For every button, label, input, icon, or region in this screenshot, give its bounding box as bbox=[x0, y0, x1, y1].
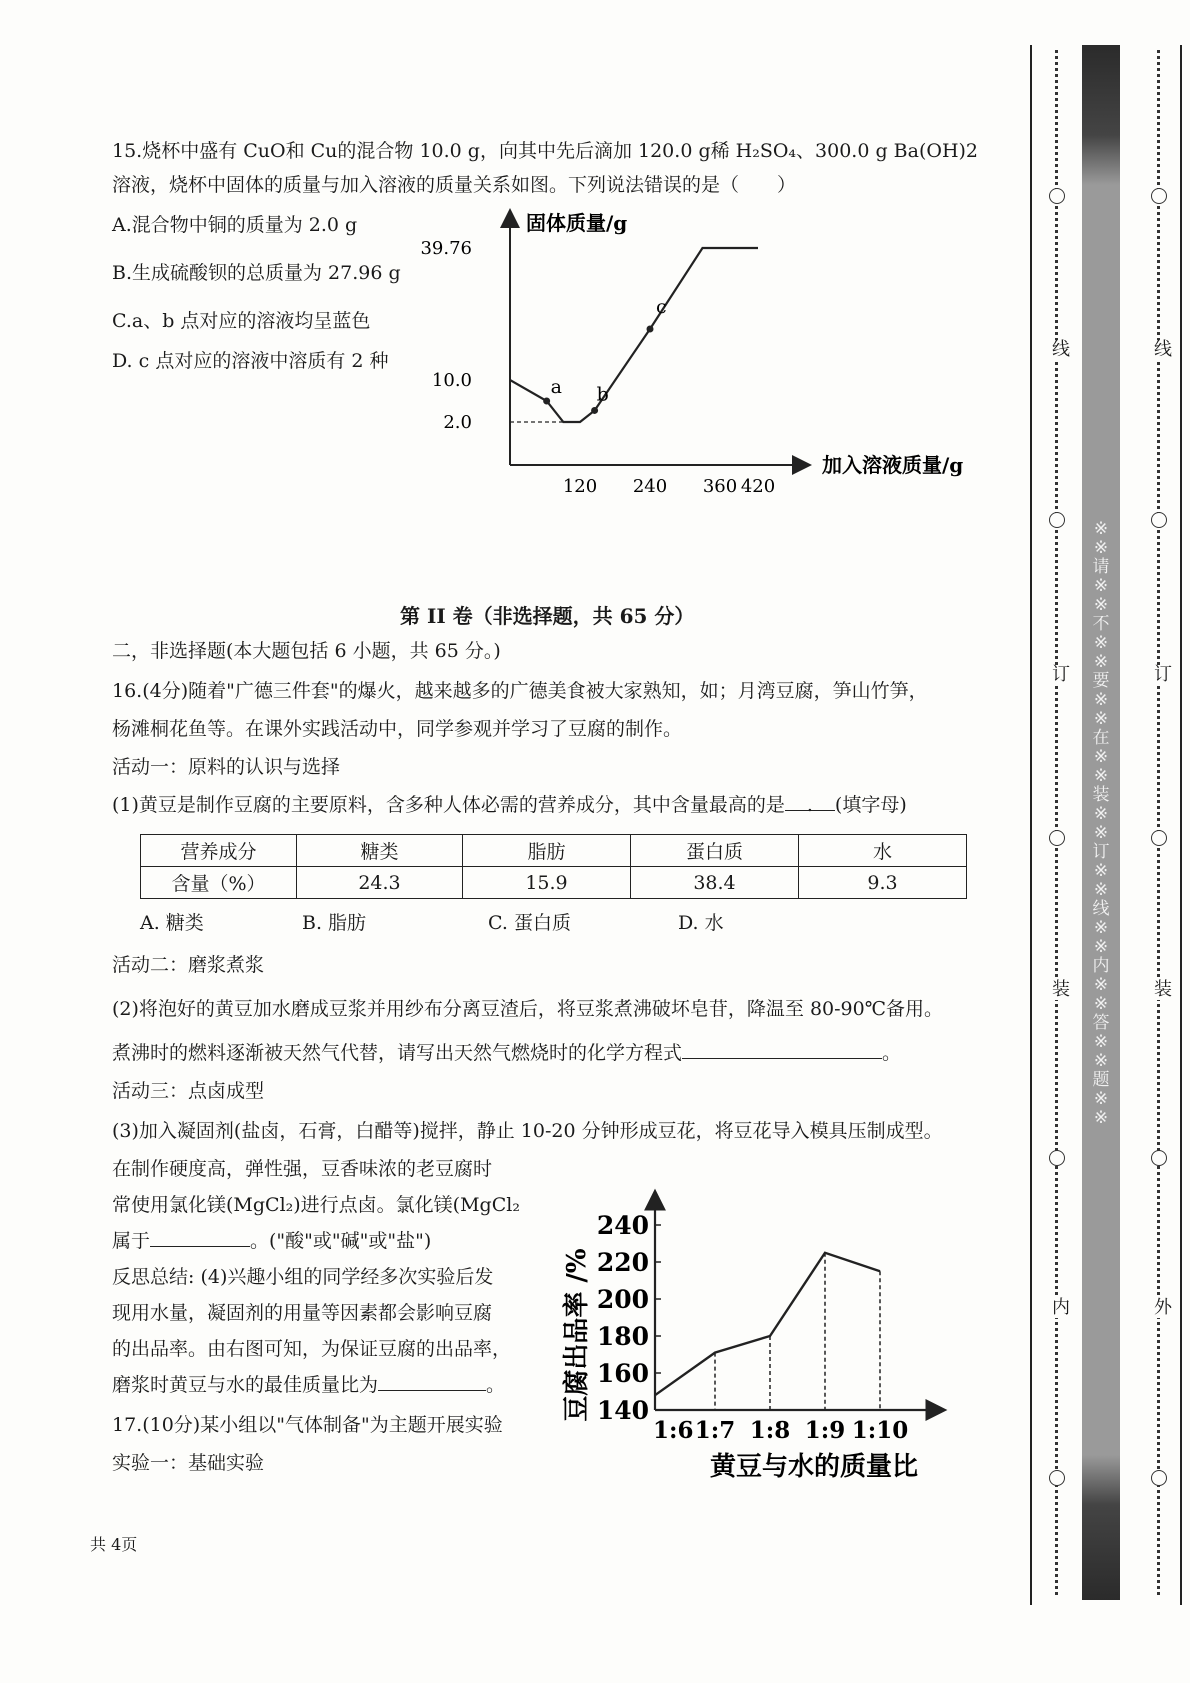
chart2-y-tick-label: 220 bbox=[596, 1248, 649, 1277]
chart1-ylabel: 固体质量/g bbox=[526, 211, 628, 235]
binding-hole-circle bbox=[1151, 830, 1167, 846]
binding-hole-circle bbox=[1049, 1470, 1065, 1486]
q16-activity2: 活动二：磨浆煮浆 bbox=[112, 954, 265, 976]
table-cell: 15.9 bbox=[463, 867, 631, 899]
binding-dotted-line-right bbox=[1157, 50, 1168, 1595]
table-row bbox=[141, 867, 967, 899]
binding-hole-circle bbox=[1151, 1470, 1167, 1486]
binding-label-right: 外 bbox=[1154, 1297, 1172, 1318]
table-header-cell: 蛋白质 bbox=[631, 835, 799, 867]
binding-hole-circle bbox=[1151, 1150, 1167, 1166]
q15-option-d: D. c 点对应的溶液中溶质有 2 种 bbox=[112, 350, 389, 372]
chart1-x-tick-label: 240 bbox=[632, 476, 668, 497]
q16-q4-line1: 反思总结: (4)兴趣小组的同学经多次实验后发 bbox=[112, 1266, 494, 1288]
q16-q2-text: 煮沸时的燃料逐渐被天然气代替，请写出天然气燃烧时的化学方程式 bbox=[112, 1042, 683, 1064]
chart1-point-c bbox=[647, 325, 654, 332]
tofu-yield-chart bbox=[545, 1185, 975, 1485]
chart2-series-line bbox=[655, 1253, 880, 1395]
chart1-point-b bbox=[591, 407, 598, 414]
q15-option-c: C.a、b 点对应的溶液均呈蓝色 bbox=[112, 310, 371, 332]
binding-border-left bbox=[1030, 45, 1032, 1605]
chart2-x-tick-label: 1:6 bbox=[653, 1417, 694, 1444]
binding-label-left: 订 bbox=[1052, 664, 1070, 685]
q16-q1-blank[interactable]: . bbox=[785, 792, 835, 811]
q16-q3-line4 bbox=[112, 1228, 431, 1254]
chart1-x-tick-label: 420 bbox=[740, 476, 776, 497]
table-header-cell: 脂肪 bbox=[463, 835, 631, 867]
choice-c: C. 蛋白质 bbox=[488, 912, 571, 934]
chart1-point-label: b bbox=[596, 383, 609, 406]
table-cell: 24.3 bbox=[297, 867, 463, 899]
q16-q4-line3: 的出品率。由右图可知，为保证豆腐的出品率， bbox=[112, 1338, 512, 1360]
q16-q4-text: 磨浆时黄豆与水的最佳质量比为 bbox=[112, 1374, 379, 1396]
q16-q3-tail: 。("酸"或"碱"或"盐") bbox=[250, 1230, 432, 1252]
q16-q2-end: 。 bbox=[882, 1042, 902, 1064]
table-header-cell: 糖类 bbox=[297, 835, 463, 867]
chart1-point-label: c bbox=[656, 295, 667, 318]
binding-border-right bbox=[1180, 45, 1182, 1605]
chart2-xlabel: 黄豆与水的质量比 bbox=[710, 1452, 919, 1482]
binding-hole-circle bbox=[1049, 188, 1065, 204]
chart2-y-tick-label: 240 bbox=[596, 1211, 649, 1240]
binding-label-right: 订 bbox=[1154, 664, 1172, 685]
q16-q3-line3: 常使用氯化镁(MgCl₂)进行点卤。氯化镁(MgCl₂ bbox=[112, 1194, 520, 1216]
q16-activity3: 活动三：点卤成型 bbox=[112, 1080, 265, 1102]
chart2-x-tick-label: 1:7 bbox=[694, 1417, 736, 1444]
table-row-label: 含量（%） bbox=[141, 867, 297, 899]
binding-label-right: 线 bbox=[1154, 339, 1172, 360]
page-footer: 共 4页 bbox=[90, 1535, 138, 1554]
chart2-y-tick-label: 140 bbox=[596, 1396, 649, 1425]
binding-band-text: ※※请※※不※※要※※在※※装※※订※※线※※内※※答※※题※※ bbox=[1092, 519, 1110, 1128]
chart2-y-tick-label: 160 bbox=[596, 1359, 649, 1388]
q15-option-a: A.混合物中铜的质量为 2.0 g bbox=[112, 214, 358, 236]
chart1-x-tick-label: 360 bbox=[702, 476, 738, 497]
nutrition-table bbox=[140, 834, 967, 899]
binding-label-right: 装 bbox=[1154, 979, 1172, 1000]
q16-q3-line2: 在制作硬度高，弹性强，豆香味浓的老豆腐时 bbox=[112, 1158, 493, 1180]
q16-q4-blank[interactable] bbox=[378, 1372, 486, 1391]
binding-label-left: 装 bbox=[1052, 979, 1070, 1000]
q16-activity1: 活动一：原料的认识与选择 bbox=[112, 756, 341, 778]
q16-q1-tail: (填字母) bbox=[834, 794, 907, 816]
q16-q1 bbox=[112, 792, 907, 818]
table-header-cell: 水 bbox=[799, 835, 967, 867]
chart2-ylabel: 豆腐出品率 /% bbox=[562, 1248, 592, 1422]
table-cell: 9.3 bbox=[799, 867, 967, 899]
chart2-y-tick-label: 200 bbox=[596, 1285, 649, 1314]
section-title: 第 II 卷（非选择题，共 65 分） bbox=[400, 604, 695, 628]
chart1-y-tick-label: 39.76 bbox=[420, 238, 472, 259]
binding-hole-circle bbox=[1049, 830, 1065, 846]
q16-q2-line1: (2)将泡好的黄豆加水磨成豆浆并用纱布分离豆渣后，将豆浆煮沸破坏皂苷，降温至 80-90℃备用。 bbox=[112, 998, 943, 1020]
binding-label-left: 内 bbox=[1052, 1297, 1070, 1318]
table-cell: 38.4 bbox=[631, 867, 799, 899]
chart2-x-tick-label: 1:9 bbox=[804, 1417, 846, 1444]
q16-q3-blank[interactable] bbox=[150, 1228, 250, 1247]
q16-q2-line2 bbox=[112, 1040, 901, 1066]
q17-line2: 实验一：基础实验 bbox=[112, 1452, 265, 1474]
q16-q3-text: 属于 bbox=[112, 1230, 151, 1252]
binding-hole-circle bbox=[1151, 188, 1167, 204]
q16-q2-blank[interactable] bbox=[682, 1040, 882, 1059]
table-header-cell: 营养成分 bbox=[141, 835, 297, 867]
chart2-x-tick-label: 1:10 bbox=[851, 1417, 909, 1444]
q16-q3-line1: (3)加入凝固剂(盐卤，石膏，白醋等)搅拌，静止 10-20 分钟形成豆花，将豆花导入模具压制成型。 bbox=[112, 1120, 943, 1142]
q16-line1: 16.(4分)随着"广德三件套"的爆火，越来越多的广德美食被大家熟知，如；月湾豆腐，笋山竹笋， bbox=[112, 680, 928, 702]
part2-heading: 二，非选择题(本大题包括 6 小题，共 65 分。) bbox=[112, 640, 501, 662]
chart1-xlabel: 加入溶液质量/g bbox=[822, 453, 964, 477]
chart1-y-tick-label: 2.0 bbox=[443, 412, 472, 433]
binding-hole-circle bbox=[1049, 1150, 1065, 1166]
q16-q4-line4 bbox=[112, 1372, 505, 1398]
chart1-y-tick-label: 10.0 bbox=[431, 370, 472, 391]
chart1-x-tick-label: 120 bbox=[562, 476, 598, 497]
q16-q4-end: 。 bbox=[486, 1374, 506, 1396]
q15-option-b: B.生成硫酸钡的总质量为 27.96 g bbox=[112, 262, 401, 284]
binding-hole-circle bbox=[1049, 512, 1065, 528]
q16-line2: 杨滩桐花鱼等。在课外实践活动中，同学参观并学习了豆腐的制作。 bbox=[112, 718, 683, 740]
choice-b: B. 脂肪 bbox=[302, 912, 367, 934]
chart1-series-line bbox=[510, 248, 758, 422]
solid-mass-chart bbox=[420, 200, 1010, 510]
chart1-point-a bbox=[543, 398, 550, 405]
binding-label-left: 线 bbox=[1052, 339, 1070, 360]
q15-line2: 溶液，烧杯中固体的质量与加入溶液的质量关系如图。下列说法错误的是（ ） bbox=[112, 174, 797, 196]
choice-a: A. 糖类 bbox=[140, 912, 204, 934]
binding-hole-circle bbox=[1151, 512, 1167, 528]
chart2-x-tick-label: 1:8 bbox=[749, 1417, 791, 1444]
q15-line1: 15.烧杯中盛有 CuO和 Cu的混合物 10.0 g，向其中先后滴加 120.0 g稀 H₂SO₄、300.0 g Ba(OH)2 bbox=[112, 140, 979, 162]
q16-q4-line2: 现用水量，凝固剂的用量等因素都会影响豆腐 bbox=[112, 1302, 493, 1324]
table-row bbox=[141, 835, 967, 867]
binding-dotted-line-left bbox=[1055, 50, 1066, 1595]
chart1-point-label: a bbox=[550, 376, 562, 398]
q17-line1: 17.(10分)某小组以"气体制备"为主题开展实验 bbox=[112, 1414, 503, 1436]
q16-q1-text: (1)黄豆是制作豆腐的主要原料，含多种人体必需的营养成分，其中含量最高的是 bbox=[112, 794, 785, 816]
chart2-y-tick-label: 180 bbox=[596, 1322, 649, 1351]
choice-d: D. 水 bbox=[678, 912, 724, 934]
